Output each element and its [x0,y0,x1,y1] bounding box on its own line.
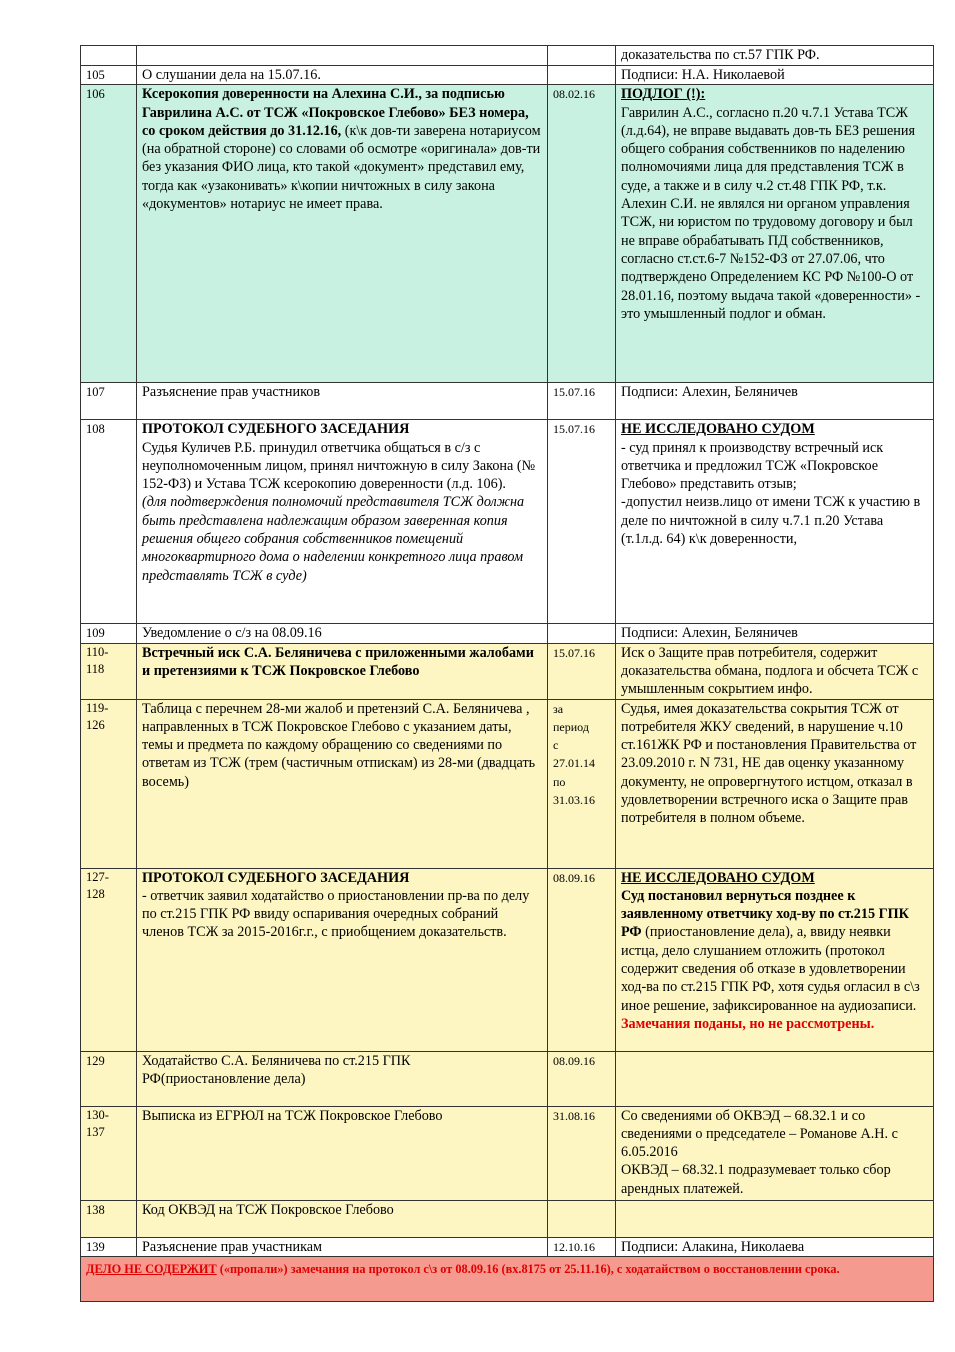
table-row [81,46,934,66]
row-note: Подписи: Алехин, Беляничев [616,383,934,420]
remarks-warning: Замечания поданы, но не рассмотрены. [621,1015,875,1032]
row-description [137,85,548,383]
table-row [81,66,934,85]
row-description: Код ОКВЭД на ТСЖ Покровское Глебово [137,1200,548,1237]
note-text: Гаврилин А.С., согласно п.20 ч.7.1 Устава ТСЖ (л.д.64), не вправе выдавать дов-ть БЕЗ решения общего собрания собственников по наделению полномочиями лица для представления ТСЖ в суде, а также и в силу ч.2 ст.48 ГПК РФ, т.к. Алехин С.И. не являлся ни органом управления ТСЖ, ни юристом по трудовому договору и был не вправе обрабатывать ПД собственников, согласно ст.ст.6-7 №152-ФЗ от 27.07.06, что подтверждено Определением КС РФ №100-О от 28.01.16, поэтому выдача такой «доверенности» - это умышленный подлог и обман. [621,104,921,322]
row-number: 129 [81,1051,137,1106]
table-row [81,1200,934,1237]
row-date: 15.07.16 [548,383,616,420]
row-note [616,868,934,1051]
note-heading: НЕ ИССЛЕДОВАНО СУДОМ [621,869,815,886]
row-number: 119- 126 [81,699,137,868]
notice-heading: ДЕЛО НЕ СОДЕРЖИТ [86,1261,217,1276]
description-text: - ответчик заявил ходатайство о приостановлении пр-ва по делу по ст.215 ГПК РФ ввиду оспаривания очередных собраний членов ТСЖ за 2015-2016г.г., с приобщением доказательств. [142,887,530,941]
row-description [137,46,548,66]
row-number: 110- 118 [81,643,137,699]
table-row [81,420,934,624]
row-note: Подписи: Алехин, Беляничев [616,624,934,643]
table-row [81,85,934,383]
row-description: Выписка из ЕГРЮЛ на ТСЖ Покровское Глебово [137,1106,548,1200]
row-number: 105 [81,66,137,85]
row-note [616,1051,934,1106]
row-number: 109 [81,624,137,643]
row-description: Уведомление о с/з на 08.09.16 [137,624,548,643]
row-note [616,1200,934,1237]
row-date: 15.07.16 [548,420,616,624]
description-text: (к\к дов-ти заверена нотариусом (на обратной стороне) со словами об осмотре «оригинала» дов-ти без указания ФИО лица, кто такой «документ» представил ему, тогда как «узаконивать» к\копии ничтожных в силу закона «документов» нотариус не имеет права. [142,122,541,213]
row-date [548,46,616,66]
description-text: Судья Куличев Р.Б. принудил ответчика общаться в с/з с неуполномоченным лицом, принял ничтожную в силу Закона (№ 152-ФЗ) и Устава ТСЖ ксерокопию доверенности (л.д. 106). [142,439,536,493]
row-description: Ходатайство С.А. Беляничева по ст.215 ГПК РФ(приостановление дела) [137,1051,548,1106]
row-number: 139 [81,1237,137,1256]
description-italic-text: (для подтверждения полномочий представителя ТСЖ должна быть представлена надлежащим образом заверенная копия решения общего собрания собственников помещений многоквартирного дома о наделении конкретного лица правом представлять ТСЖ в суде) [142,494,525,584]
row-date: 08.09.16 [548,868,616,1051]
row-note: Подписи: Н.А. Николаевой [616,66,934,85]
row-date [548,1200,616,1237]
row-date: 12.10.16 [548,1237,616,1256]
row-description [137,868,548,1051]
protocol-heading: ПРОТОКОЛ СУДЕБНОГО ЗАСЕДАНИЯ [142,869,410,886]
table-row [81,383,934,420]
row-date: 15.07.16 [548,643,616,699]
table-row [81,643,934,699]
case-materials-table [80,45,934,1302]
row-number: 127- 128 [81,868,137,1051]
row-description: Разъяснение прав участникам [137,1237,548,1256]
protocol-heading: ПРОТОКОЛ СУДЕБНОГО ЗАСЕДАНИЯ [142,421,410,438]
row-description: О слушании дела на 15.07.16. [137,66,548,85]
row-number: 130- 137 [81,1106,137,1200]
note-text: - суд принял к производству встречный иск ответчика и предложил ТСЖ «Покровское Глебово» представить отзыв; -допустил неизв.лицо от имени ТСЖ к участию в деле по ничтожной в силу ч.7.1 п.20 Устава (т.1л.д. 64) к\к доверенности, [621,439,921,548]
row-date: 08.02.16 [548,85,616,383]
row-number: 108 [81,420,137,624]
document-title: Ксерокопия доверенности на Алехина С.И., за подписью Гаврилина А.С. от ТСЖ «Покровское Глебово» БЕЗ номера, со сроком действия до 31.12.16, [142,86,529,139]
row-date: за период с 27.01.14 по 31.03.16 [548,699,616,868]
row-note: Судья, имея доказательства сокрытия ТСЖ от потребителя ЖКУ сведений, в нарушение ч.10 ст.161ЖК РФ и постановления Правительства от 23.09.2010 г. N 731, НЕ дав оценку указанному документу, не опровергнутого истцом, отказал в удовлетворении встречного иска о Защите прав потребителя в полном объеме. [616,699,934,868]
table-row [81,1237,934,1256]
note-bold-text: Суд постановил вернуться позднее к заявленному ответчику ход-ву по ст.215 ГПК РФ [621,887,909,941]
document-page [80,45,933,1302]
row-number [81,46,137,66]
missing-documents-row [81,1256,934,1301]
row-number: 138 [81,1200,137,1237]
row-note: Со сведениями об ОКВЭД – 68.32.1 и со сведениями о председателе – Романове А.Н. с 6.05.2016 ОКВЭД – 68.32.1 подразумевает только сбор арендных платежей. [616,1106,934,1200]
row-description: Разъяснение прав участников [137,383,548,420]
table-row [81,624,934,643]
row-number: 107 [81,383,137,420]
note-text: (приостановление дела), а, ввиду неявки истца, дело слушанием отложить (протокол содержит сведения об отказе в удовлетворении ход-ва по ст.215 ГПК РФ, хотя судья огласил в с\з иное решение, зафиксированное на аудиозаписи. [621,924,920,1014]
notice-text: («пропали») замечания на протокол с\з от 08.09.16 (вх.8175 от 25.11.16), с ходатайством о восстановлении срока. [216,1261,840,1276]
note-heading: ПОДЛОГ (!): [621,86,706,103]
row-date: 08.09.16 [548,1051,616,1106]
row-date: 31.08.16 [548,1106,616,1200]
table-row [81,1106,934,1200]
table-row [81,699,934,868]
note-heading: НЕ ИССЛЕДОВАНО СУДОМ [621,421,815,438]
missing-documents-notice [81,1256,934,1301]
row-number: 106 [81,85,137,383]
row-note [616,85,934,383]
row-note: доказательства по ст.57 ГПК РФ. [616,46,934,66]
row-note: Подписи: Алакина, Николаева [616,1237,934,1256]
table-row [81,1051,934,1106]
row-note: Иск о Защите прав потребителя, содержит доказательства обмана, подлога и обсчета ТСЖ с умышленным сокрытием инфо. [616,643,934,699]
row-description [137,420,548,624]
row-date [548,624,616,643]
table-row [81,868,934,1051]
row-date [548,66,616,85]
row-description: Встречный иск С.А. Беляничева с приложенными жалобами и претензиями к ТСЖ Покровское Глебово [137,643,548,699]
row-note [616,420,934,624]
row-description: Таблица с перечнем 28-ми жалоб и претензий С.А. Беляничева , направленных в ТСЖ Покровское Глебово с указанием даты, темы и предмета по каждому обращению со сведениями по ответам из ТСЖ (трем (частичным отпискам) из 28-ми (двадцать восемь) [137,699,548,868]
